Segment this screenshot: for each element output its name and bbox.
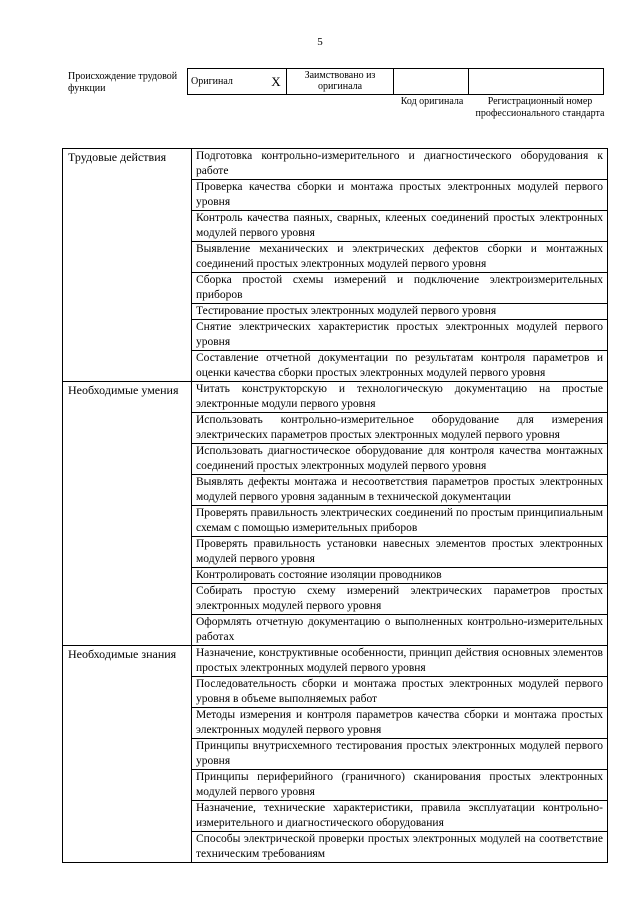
section-item: Назначение, технические характеристики, правила эксплуатации контрольно-измерительного и диагностического оборудования [192, 801, 608, 832]
table-row [63, 646, 608, 677]
section-item: Проверять правильность установки навесных элементов простых электронных модулей первого уровня [192, 537, 608, 568]
section-item: Контролировать состояние изоляции проводников [192, 568, 608, 584]
section-title: Трудовые действия [63, 149, 192, 382]
section-item: Подготовка контрольно-измерительного и диагностического оборудования к работе [192, 149, 608, 180]
section-item: Составление отчетной документации по результатам контроля параметров и оценки качества сборки простых электронных модулей первого уровня [192, 351, 608, 382]
function-table [62, 148, 608, 863]
section-item: Контроль качества паяных, сварных, клееных соединений простых электронных модулей первого уровня [192, 211, 608, 242]
section-item: Проверка качества сборки и монтажа простых электронных модулей первого уровня [192, 180, 608, 211]
code-caption: Код оригинала [400, 96, 464, 107]
code-cell [394, 69, 469, 95]
section-item: Последовательность сборки и монтажа простых электронных модулей первого уровня в объеме выполняемых работ [192, 677, 608, 708]
table-row [63, 382, 608, 413]
section-item: Снятие электрических характеристик простых электронных модулей первого уровня [192, 320, 608, 351]
section-item: Оформлять отчетную документацию о выполненных контрольно-измерительных работах [192, 615, 608, 646]
page-number: 5 [317, 36, 323, 48]
section-item: Использовать диагностическое оборудование для контроля качества монтажных соединений простых электронных модулей первого уровня [192, 444, 608, 475]
section-item: Методы измерения и контроля параметров качества сборки и монтажа простых электронных модулей первого уровня [192, 708, 608, 739]
section-item: Выявление механических и электрических дефектов сборки и монтажных соединений простых электронных модулей первого уровня [192, 242, 608, 273]
reg-number-cell [469, 69, 604, 95]
original-mark: X [266, 69, 287, 95]
section-item: Назначение, конструктивные особенности, принцип действия основных элементов простых электронных модулей первого уровня [192, 646, 608, 677]
section-item: Способы электрической проверки простых электронных модулей на соответствие техническим требованиям [192, 832, 608, 863]
section-item: Принципы внутрисхемного тестирования простых электронных модулей первого уровня [192, 739, 608, 770]
section-item: Собирать простую схему измерений электрических параметров простых электронных модулей первого уровня [192, 584, 608, 615]
section-item: Выявлять дефекты монтажа и несоответствия параметров простых электронных модулей первого уровня заданным в технической документации [192, 475, 608, 506]
original-cell: Оригинал [188, 69, 267, 95]
reg-number-caption: Регистрационный номер профессионального стандарта [475, 96, 605, 119]
section-item: Проверять правильность электрических соединений по простым принципиальным схемам с помощью измерительных приборов [192, 506, 608, 537]
origin-label: Происхождение трудовой функции [68, 71, 178, 94]
section-title: Необходимые умения [63, 382, 192, 646]
origin-table [187, 68, 604, 95]
table-row [63, 149, 608, 180]
section-item: Использовать контрольно-измерительное оборудование для измерения электрических параметров простых электронных модулей первого уровня [192, 413, 608, 444]
section-item: Принципы периферийного (граничного) сканирования простых электронных модулей первого уровня [192, 770, 608, 801]
section-item: Сборка простой схемы измерений и подключение электроизмерительных приборов [192, 273, 608, 304]
section-item: Тестирование простых электронных модулей первого уровня [192, 304, 608, 320]
section-title: Необходимые знания [63, 646, 192, 863]
section-item: Читать конструкторскую и технологическую документацию на простые электронные модули первого уровня [192, 382, 608, 413]
borrowed-cell: Заимствовано из оригинала [287, 69, 394, 95]
